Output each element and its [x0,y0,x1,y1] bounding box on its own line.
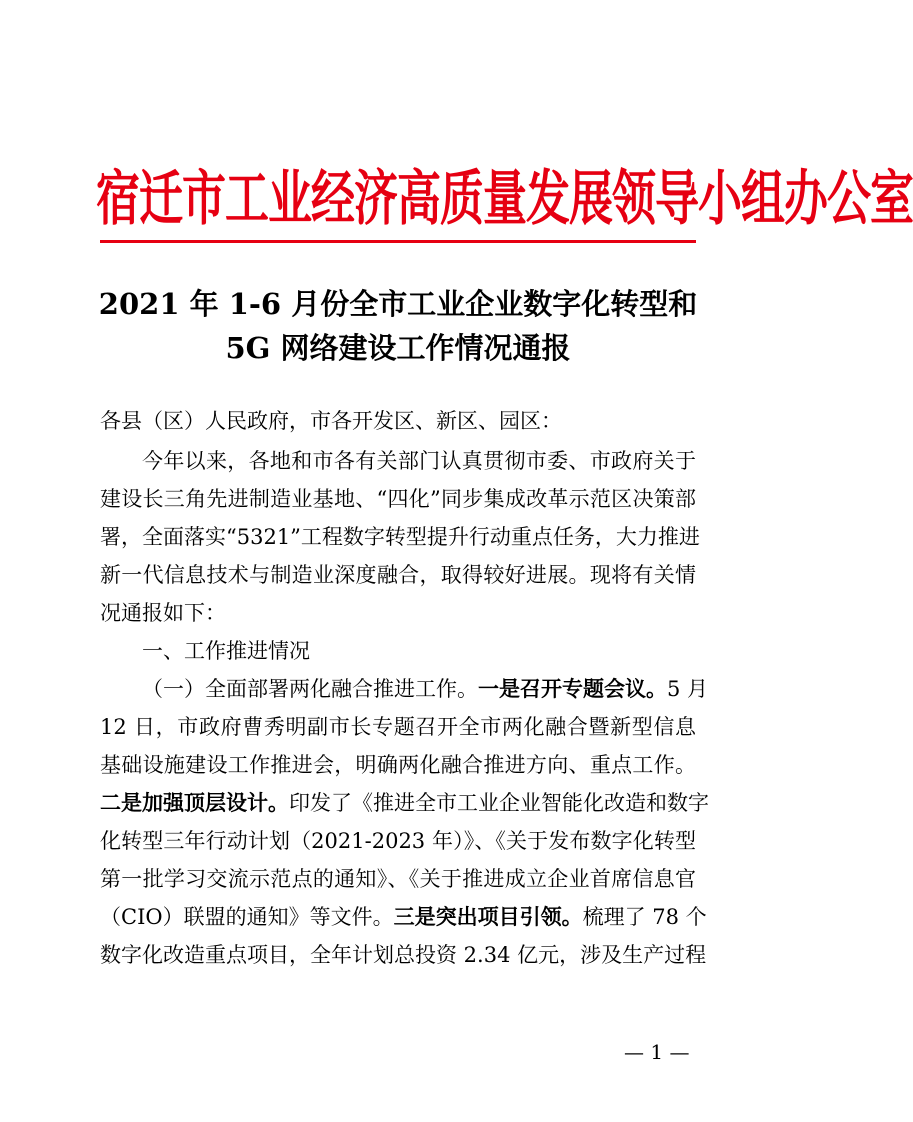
issuing-office-header: 宿迁市工业经济高质量发展领导小组办公室 [96,164,913,234]
paragraph-line: 第一批学习交流示范点的通知》、《关于推进成立企业首席信息官 [100,867,696,891]
text: 印发了《推进全市工业企业智能化改造和数字 [289,791,709,815]
page-number: — 1 — [624,1040,690,1064]
text: 5 月 [667,677,709,701]
paragraph-line: 12 日，市政府曹秀明副市长专题召开全市两化融合暨新型信息 [100,715,696,739]
paragraph-line [142,674,709,704]
header-red-rule [100,240,696,243]
text: 梳理了 78 个 [582,905,707,929]
intro-line-2: 建设长三角先进制造业基地、“四化”同步集成改革示范区决策部 [100,487,696,511]
key-point-3: 三是突出项目引领。 [393,905,583,929]
subsection-heading: （一）全面部署两化融合推进工作。 [142,677,478,701]
intro-line-4: 新一代信息技术与制造业深度融合，取得较好进展。现将有关情 [100,563,696,587]
paragraph-line [100,788,709,818]
paragraph-line [100,902,707,932]
intro-line-3: 署，全面落实“5321”工程数字转型提升行动重点任务，大力推进 [100,525,700,549]
paragraph-line: 化转型三年行动计划（2021-2023 年）》、《关于发布数字化转型 [100,829,696,853]
intro-line-1: 今年以来，各地和市各有关部门认真贯彻市委、市政府关于 [142,449,696,473]
key-point-2: 二是加强顶层设计。 [100,791,289,815]
text: （CIO）联盟的通知》等文件。 [100,905,394,929]
key-point-1: 一是召开专题会议。 [478,677,667,701]
section-heading: 一、工作推进情况 [142,639,310,663]
paragraph-line: 数字化改造重点项目，全年计划总投资 2.34 亿元，涉及生产过程 [100,943,707,967]
document-title-line-2: 5G 网络建设工作情况通报 [225,331,571,365]
document-title-line-1: 2021 年 1-6 月份全市工业企业数字化转型和 [98,287,698,321]
intro-line-5: 况通报如下： [100,601,226,625]
paragraph-line: 基础设施建设工作推进会，明确两化融合推进方向、重点工作。 [100,753,696,777]
salutation: 各县（区）人民政府，市各开发区、新区、园区： [100,409,562,433]
